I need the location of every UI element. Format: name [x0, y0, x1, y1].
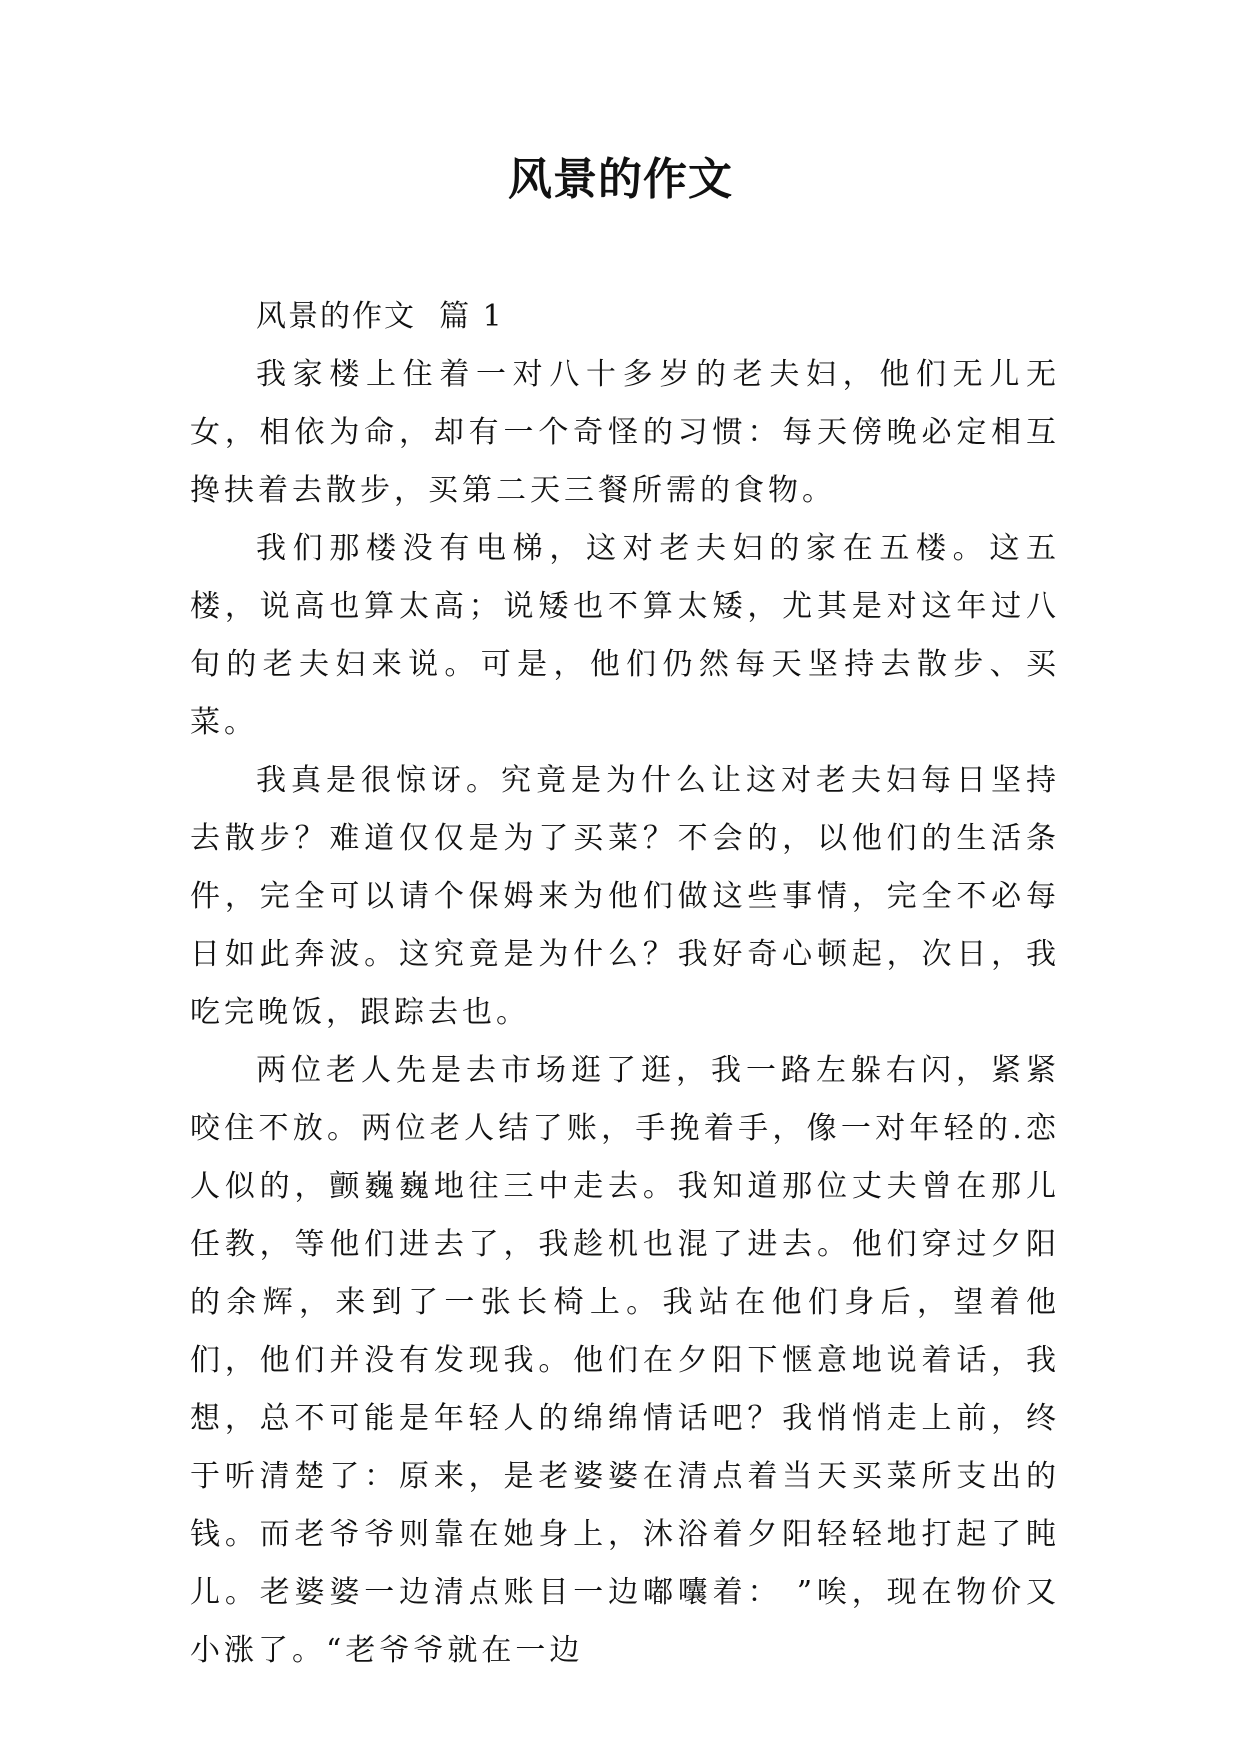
paragraph-4: 两位老人先是去市场逛了逛，我一路左躲右闪，紧紧咬住不放。两位老人结了账，手挽着手，像一对年轻的.恋人似的，颤巍巍地往三中走去。我知道那位丈夫曾在那儿任教，等他们进去了，我趁机也混了进去。他们穿过夕阳的余辉，来到了一张长椅上。我站在他们身后，望着他们，他们并没有发现我。他们在夕阳下惬意地说着话，我想，总不可能是年轻人的绵绵情话吧？我悄悄走上前，终于听清楚了：原来，是老婆婆在清点着当天买菜所支出的钱。而老爷爷则靠在她身上，沐浴着夕阳轻轻地打起了盹儿。老婆婆一边清点账目一边嘟囔着： ”唉，现在物价又小涨了。“老爷爷就在一边: [190, 1053, 1060, 1668]
paragraph-1: 我家楼上住着一对八十多岁的老夫妇，他们无儿无女，相依为命，却有一个奇怪的习惯：每天傍晚必定相互搀扶着去散步，买第二天三餐所需的食物。: [190, 357, 1060, 508]
paragraph-2: 我们那楼没有电梯，这对老夫妇的家在五楼。这五楼，说高也算太高；说矮也不算太矮，尤其是对这年过八旬的老夫妇来说。可是，他们仍然每天坚持去散步、买菜。: [190, 531, 1060, 740]
paragraph-3: 我真是很惊讶。究竟是为什么让这对老夫妇每日坚持去散步？难道仅仅是为了买菜？不会的，以他们的生活条件，完全可以请个保姆来为他们做这些事情，完全不必每日如此奔波。这究竟是为什么？我好奇心顿起，次日，我吃完晚饭，跟踪去也。: [190, 763, 1060, 1030]
document-title: 风景的作文: [508, 154, 733, 205]
document-body: [190, 288, 1060, 1680]
section-heading: 风景的作文 篇 1: [256, 299, 504, 334]
